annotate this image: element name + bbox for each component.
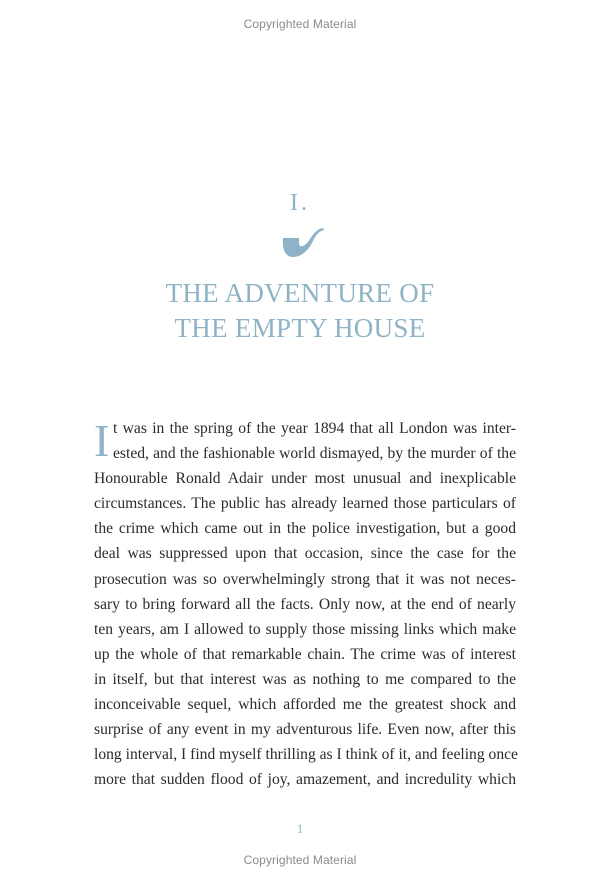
text-line: inconceivable sequel, which afforded me the greatest shock and <box>94 696 516 714</box>
pipe-icon <box>280 226 326 260</box>
text-line: sary to bring forward all the facts. Only now, at the end of nearly <box>94 595 516 613</box>
text-line: in itself, but that interest was as nothing to me compared to the <box>94 670 516 688</box>
chapter-number: I. <box>290 190 310 216</box>
copyright-watermark-bottom: Copyrighted Material <box>243 853 357 867</box>
text-line: circumstances. The public has already learned those particulars of <box>94 495 516 513</box>
copyright-watermark-top: Copyrighted Material <box>243 17 357 31</box>
text-line: ested, and the fashionable world dismayed, by the murder of the <box>113 445 516 463</box>
text-line: surprise of any event in my adventurous life. Even now, after this <box>94 721 516 739</box>
chapter-body-text <box>94 416 516 792</box>
text-line: deal was suppressed upon that occasion, since the case for the <box>94 545 516 563</box>
text-line: up the whole of that remarkable chain. The crime was of interest <box>94 645 516 663</box>
page-number: 1 <box>296 821 304 836</box>
chapter-title <box>0 276 600 346</box>
text-line: long interval, I find myself thrilling as I think of it, and feeling once <box>94 746 518 764</box>
text-line: ten years, am I allowed to supply those missing links which make <box>94 620 516 638</box>
text-line: t was in the spring of the year 1894 that all London was inter- <box>113 420 516 437</box>
chapter-title-line-2: THE EMPTY HOUSE <box>174 313 426 343</box>
text-line: Honourable Ronald Adair under most unusual and inexplicable <box>94 470 516 488</box>
chapter-title-line-1: THE ADVENTURE OF <box>165 278 435 308</box>
text-line: prosecution was so overwhelmingly strong that it was not neces- <box>94 570 516 588</box>
drop-cap: I <box>94 415 110 466</box>
text-line: more that sudden flood of joy, amazement, and incredulity which <box>94 771 516 789</box>
text-line: the crime which came out in the police investigation, but a good <box>94 520 516 538</box>
